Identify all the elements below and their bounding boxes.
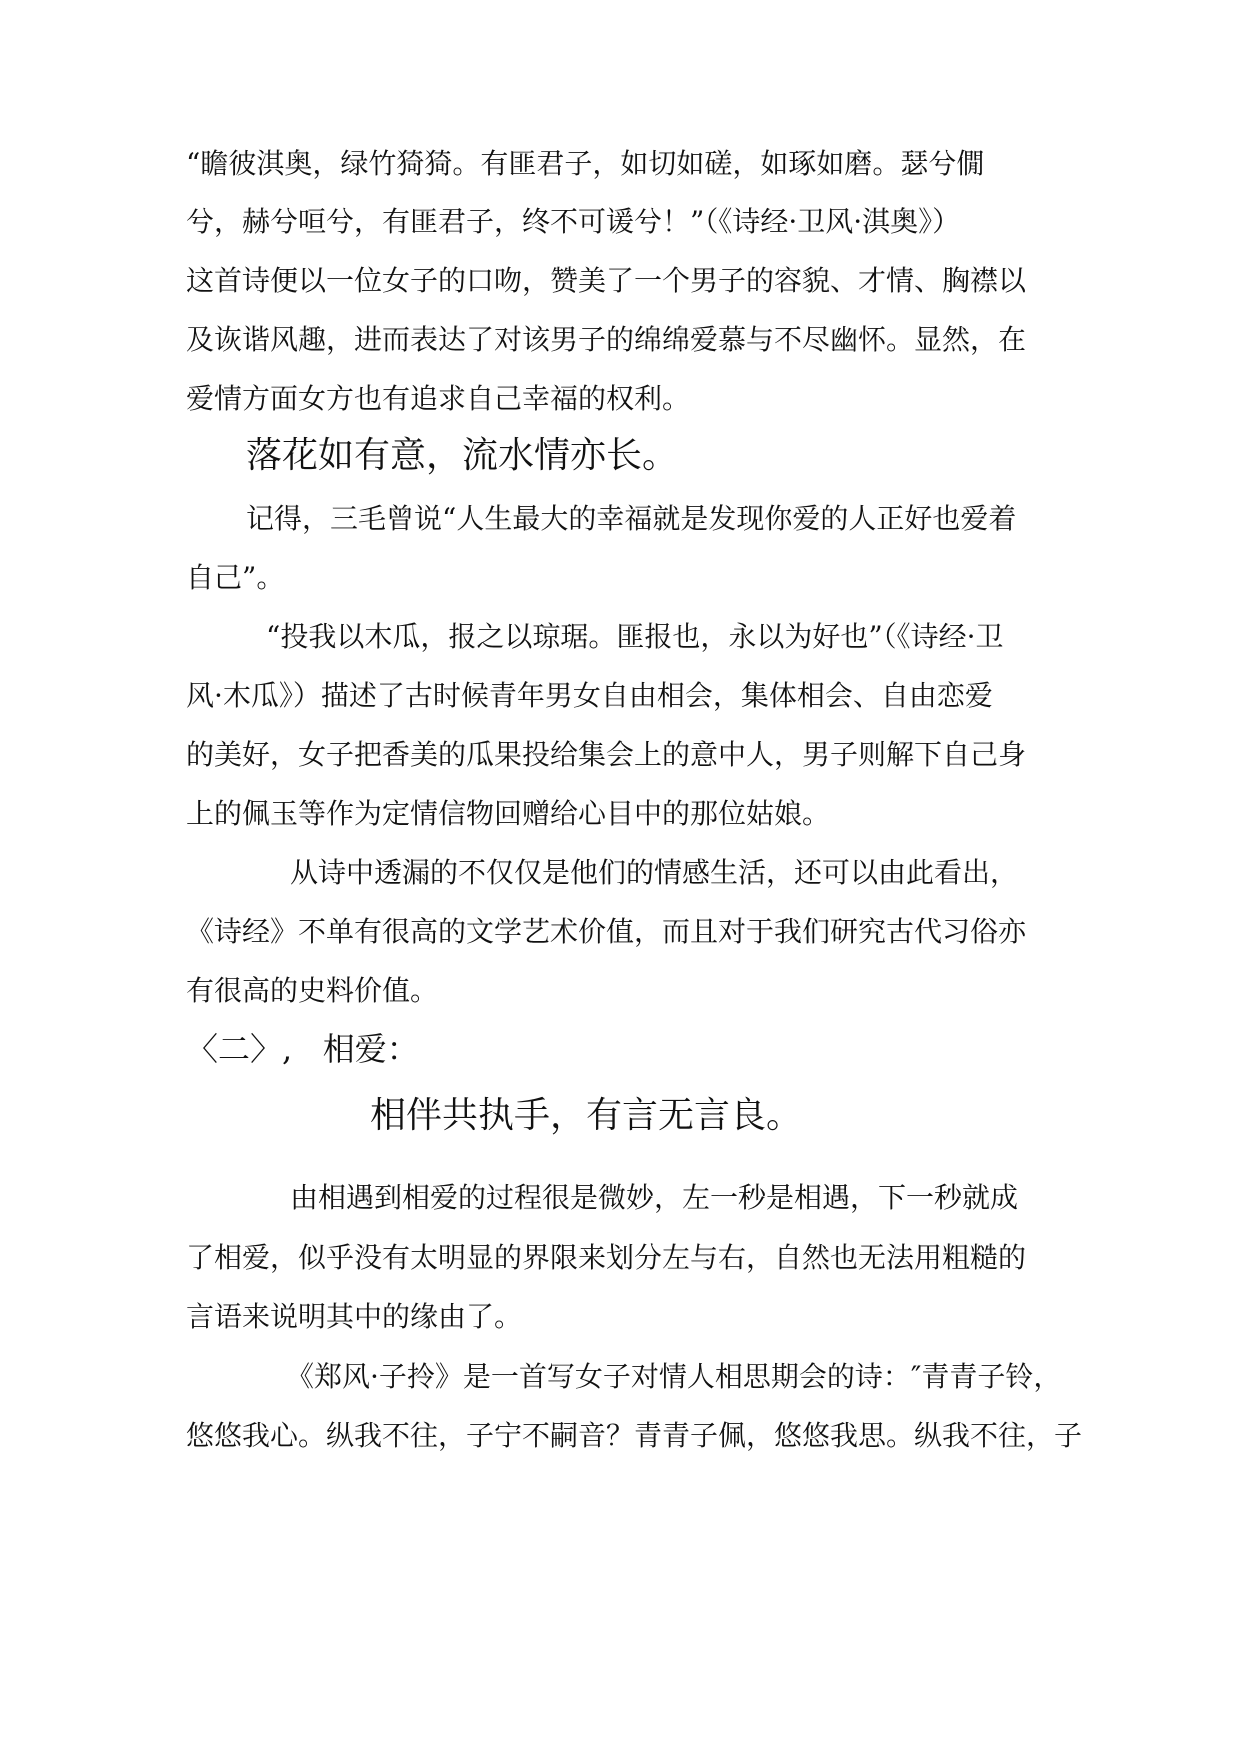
- section-verse: 相伴共执手，有言无言良。: [370, 1095, 803, 1136]
- paragraph-line: 这首诗便以一位女子的口吻，赞美了一个男子的容貌、才情、胸襟以: [186, 264, 1027, 297]
- paragraph-line: 悠悠我心。纵我不往，子宁不嗣音？青青子佩，悠悠我思。纵我不往，子: [186, 1419, 1083, 1452]
- paragraph-line: 自己”。: [186, 561, 285, 594]
- paragraph-line: 由相遇到相爱的过程很是微妙，左一秒是相遇，下一秒就成: [290, 1181, 1019, 1214]
- paragraph-line: 风·木瓜》）描述了古时候青年男女自由相会，集体相会、自由恋爱: [186, 679, 993, 712]
- paragraph-line: 的美好，女子把香美的瓜果投给集会上的意中人，男子则解下自己身: [186, 738, 1027, 771]
- paragraph-line: 记得，三毛曾说“人生最大的幸福就是发现你爱的人正好也爱着: [246, 502, 1017, 535]
- paragraph-line: 兮，赫兮咺兮，有匪君子，终不可谖兮！”（《诗经·卫风·淇奥》）: [186, 205, 961, 238]
- paragraph-line: “投我以木瓜，报之以琼琚。匪报也，永以为好也”（《诗经·卫: [266, 620, 1004, 653]
- paragraph-line: 从诗中透漏的不仅仅是他们的情感生活，还可以由此看出，: [290, 856, 1019, 889]
- section-verse: 落花如有意，流水情亦长。: [246, 435, 679, 476]
- section-heading: 〈二〉, 相爱：: [186, 1030, 419, 1068]
- paragraph-line: 言语来说明其中的缘由了。: [186, 1300, 523, 1333]
- paragraph-line: 《诗经》不单有很高的文学艺术价值，而且对于我们研究古代习俗亦: [186, 915, 1027, 948]
- paragraph-line: 爱情方面女方也有追求自己幸福的权利。: [186, 382, 691, 415]
- paragraph-line: 及诙谐风趣，进而表达了对该男子的绵绵爱慕与不尽幽怀。显然，在: [186, 323, 1027, 356]
- paragraph-line: “瞻彼淇奥，绿竹猗猗。有匪君子，如切如磋，如琢如磨。瑟兮僩: [186, 147, 985, 180]
- paragraph-line: 《郑风·子拎》是一首写女子对情人相思期会的诗：″青青子铃，: [286, 1360, 1062, 1393]
- paragraph-line: 了相爱，似乎没有太明显的界限来划分左与右，自然也无法用粗糙的: [186, 1241, 1027, 1274]
- paragraph-line: 有很高的史料价值。: [186, 974, 439, 1007]
- paragraph-line: 上的佩玉等作为定情信物回赠给心目中的那位姑娘。: [186, 797, 831, 830]
